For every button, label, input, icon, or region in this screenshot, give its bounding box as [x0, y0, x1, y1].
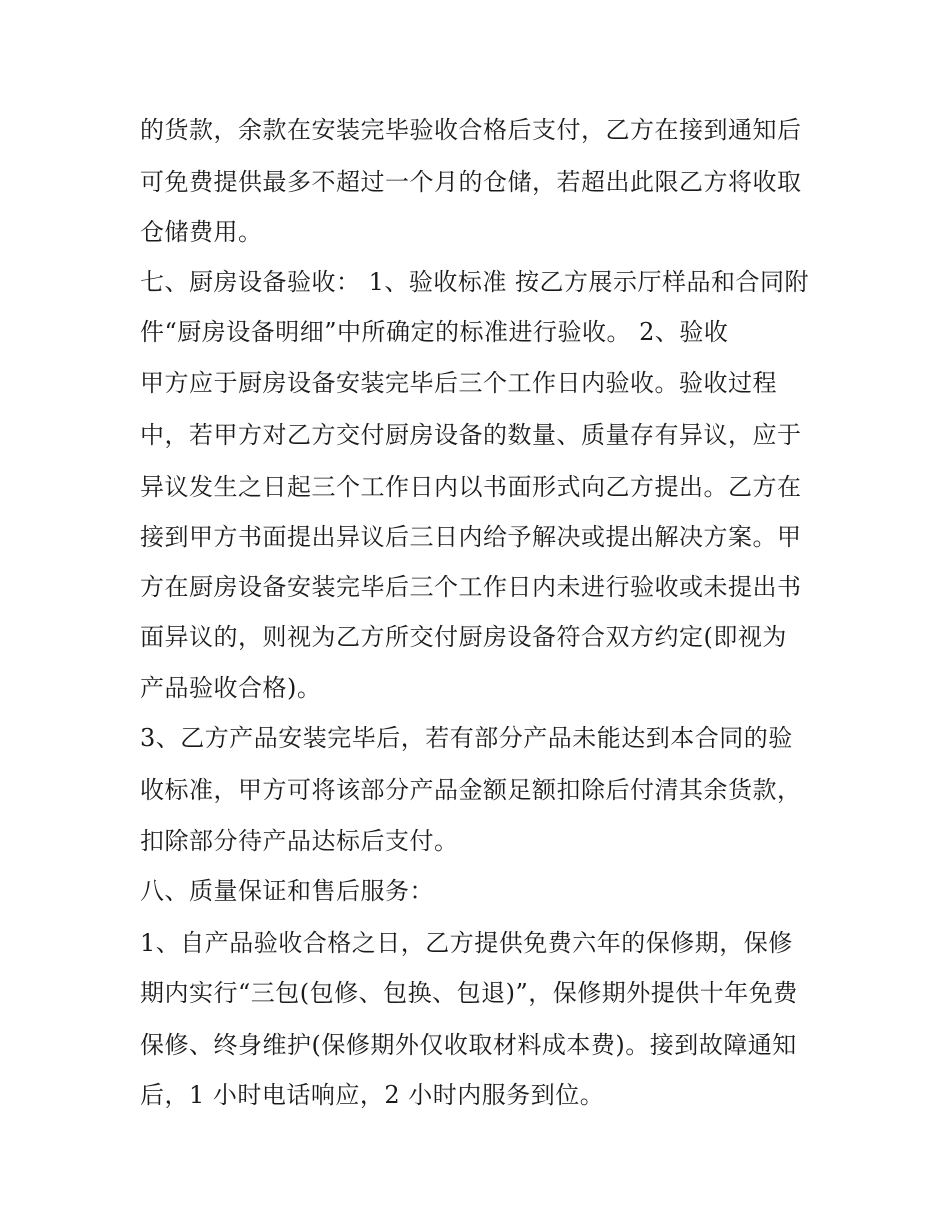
text-line: 后，1 小时电话响应，2 小时内服务到位。	[140, 1081, 605, 1109]
text-line: 接到甲方书面提出异议后三日内给予解决或提出解决方案。甲	[140, 523, 802, 551]
text-line: 产品验收合格)。	[140, 674, 322, 702]
text-line: 件“厨房设备明细”中所确定的标准进行验收。 2、验收	[140, 318, 729, 346]
text-line: 期内实行“三包(包修、包换、包退)”，保修期外提供十年免费	[140, 979, 798, 1007]
text-line: 甲方应于厨房设备安装完毕后三个工作日内验收。验收过程	[140, 369, 777, 397]
text-line: 的货款，余款在安装完毕验收合格后支付，乙方在接到通知后	[140, 116, 802, 144]
text-line: 扣除部分待产品达标后支付。	[140, 827, 459, 855]
text-line: 1、自产品验收合格之日，乙方提供免费六年的保修期，保修	[140, 929, 793, 957]
text-line: 方在厨房设备安装完毕后三个工作日内未进行验收或未提出书	[140, 573, 802, 601]
text-line: 收标准，甲方可将该部分产品金额足额扣除后付清其余货款，	[140, 776, 802, 804]
text-line: 八、质量保证和售后服务：	[140, 877, 434, 905]
text-line: 七、厨房设备验收： 1、验收标准 按乙方展示厅样品和合同附	[140, 268, 810, 296]
text-line: 异议发生之日起三个工作日内以书面形式向乙方提出。乙方在	[140, 473, 802, 501]
text-line: 可免费提供最多不超过一个月的仓储，若超出此限乙方将收取	[140, 168, 802, 196]
text-line: 中，若甲方对乙方交付厨房设备的数量、质量存有异议，应于	[140, 421, 802, 449]
text-line: 仓储费用。	[140, 218, 263, 246]
text-line: 3、乙方产品安装完毕后，若有部分产品未能达到本合同的验	[140, 724, 793, 752]
text-line: 面异议的，则视为乙方所交付厨房设备符合双方约定(即视为	[140, 623, 787, 651]
text-line: 保修、终身维护(保修期外仅收取材料成本费)。接到故障通知	[140, 1031, 797, 1059]
